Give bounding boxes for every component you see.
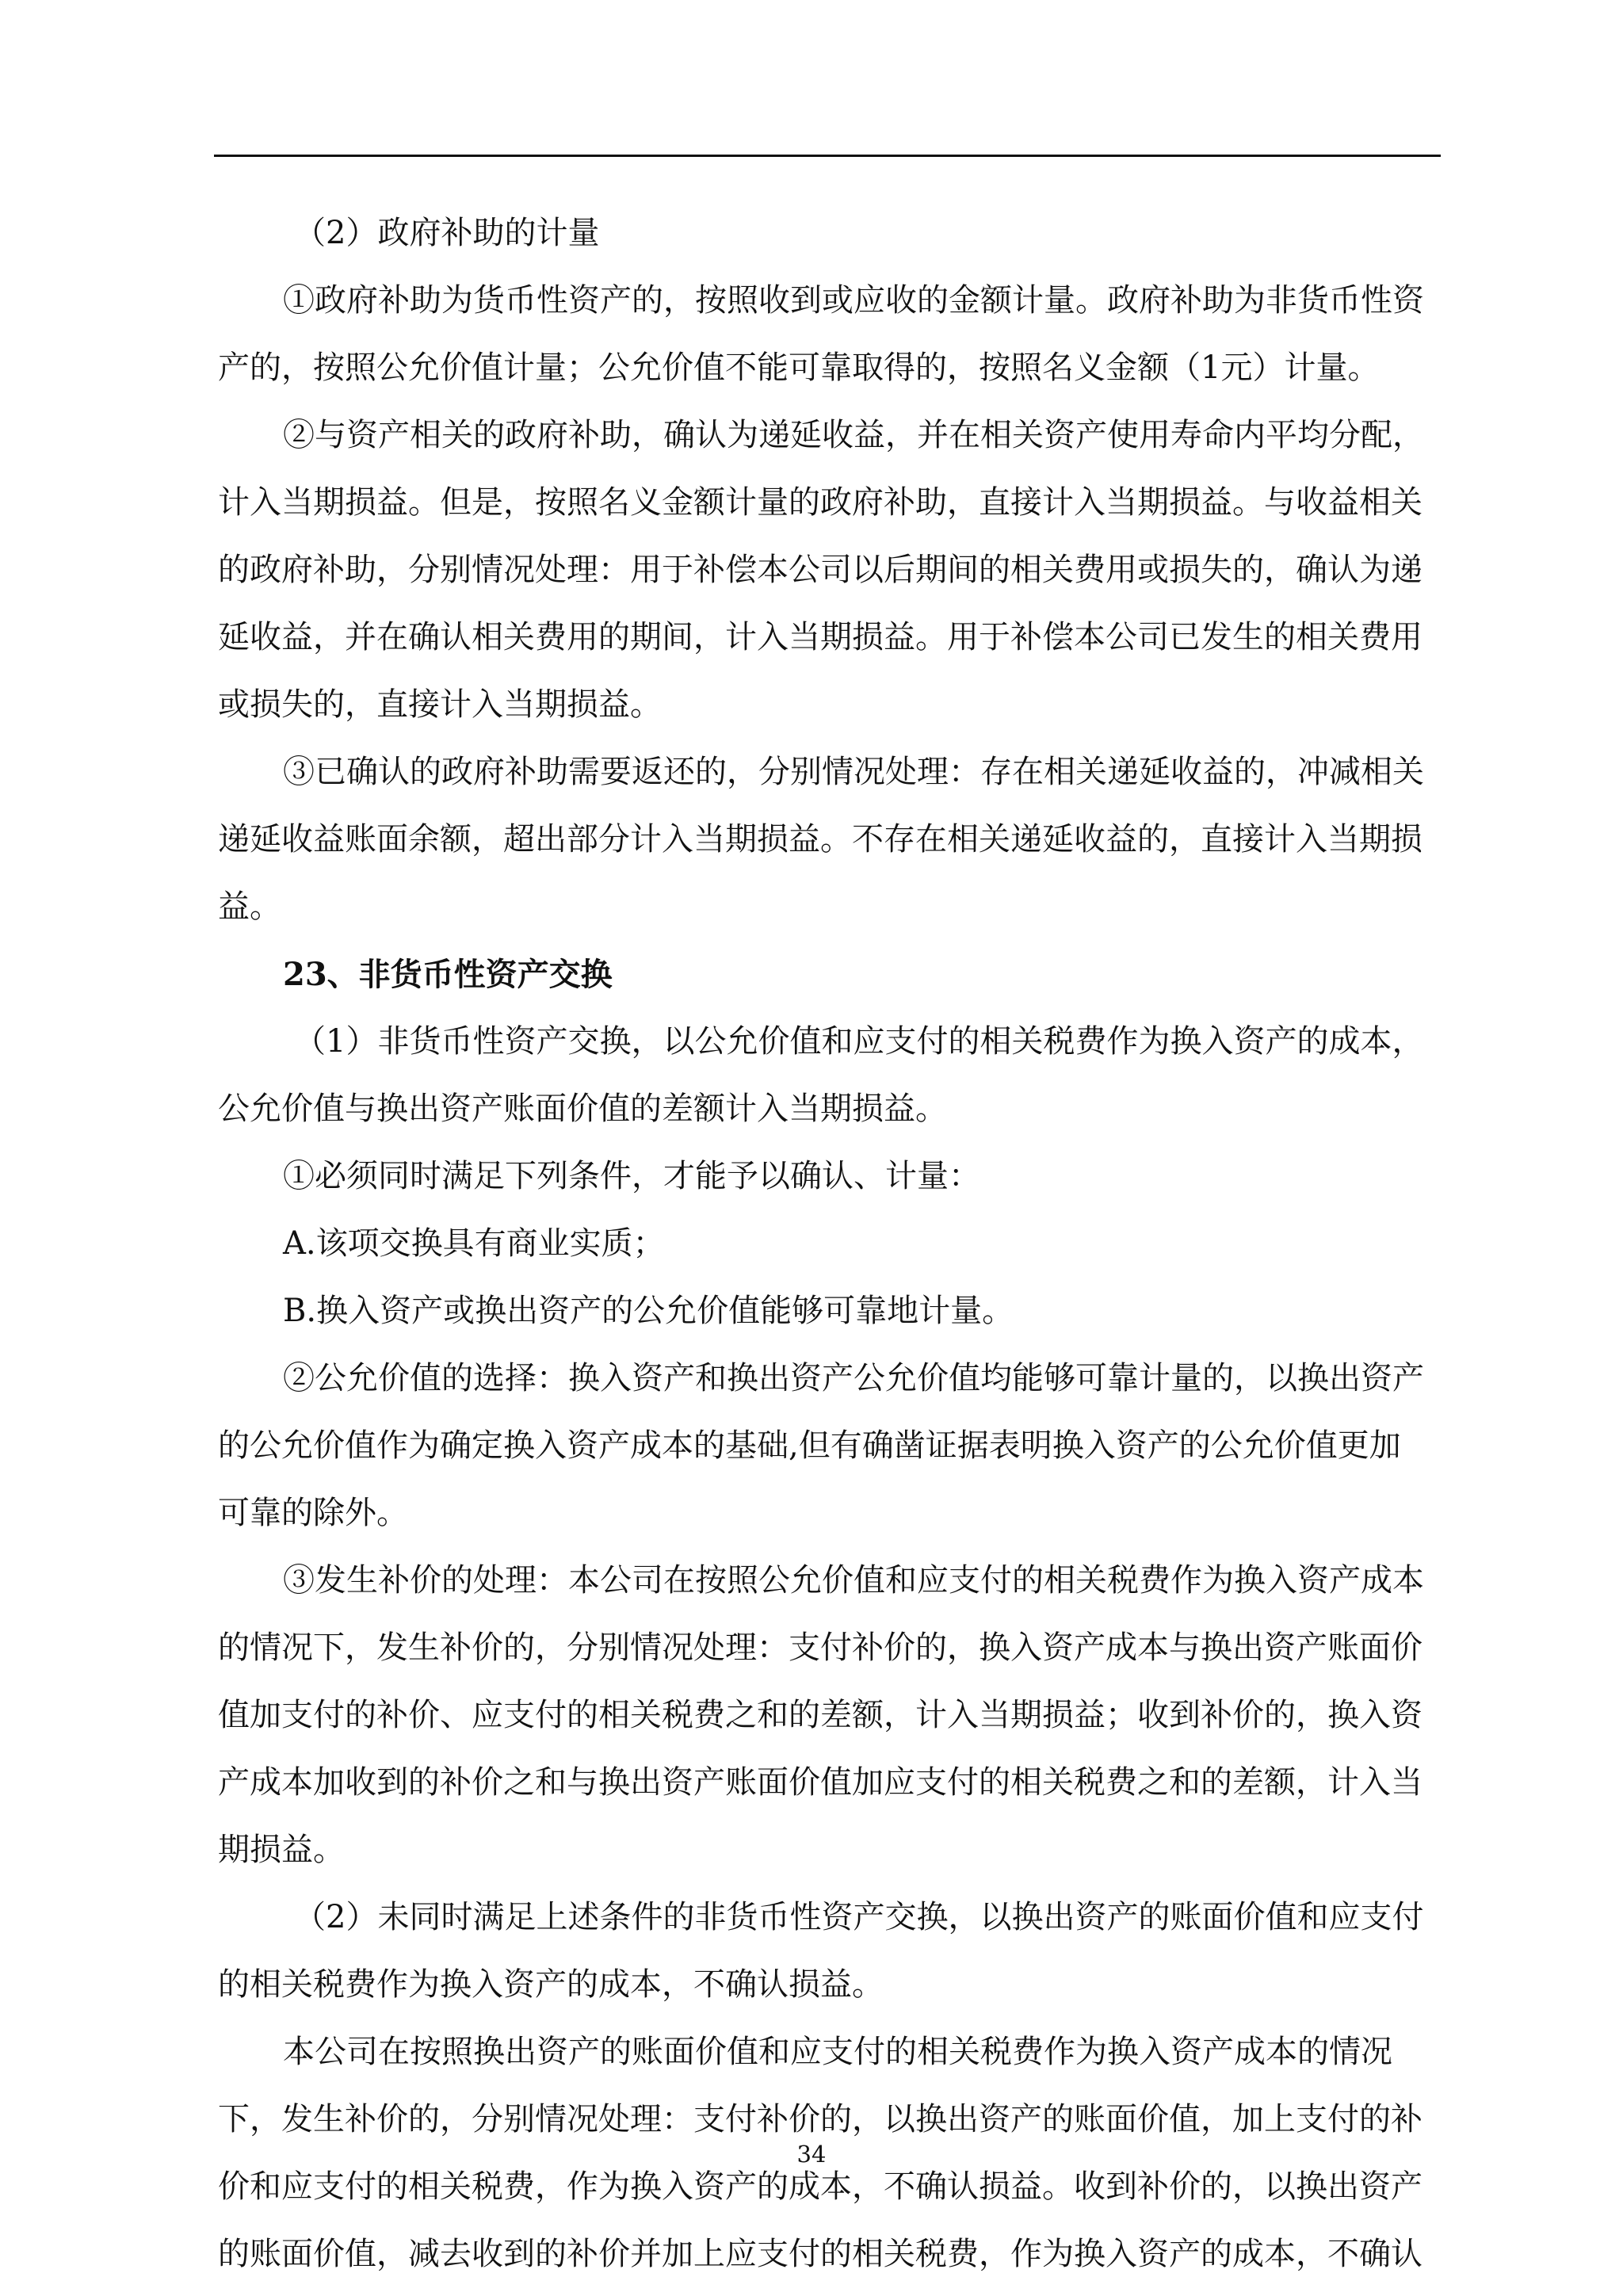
text-line: 产的，按照公允价值计量；公允价值不能可靠取得的，按照名义金额（1元）计量。 <box>218 350 1380 386</box>
text-line: （2）政府补助的计量 <box>294 215 600 251</box>
text-line: 延收益，并在确认相关费用的期间，计入当期损益。用于补偿本公司已发生的相关费用 <box>218 619 1423 655</box>
text-line: ①必须同时满足下列条件，才能予以确认、计量： <box>283 1158 980 1194</box>
text-line: ③发生补价的处理：本公司在按照公允价值和应支付的相关税费作为换入资产成本 <box>283 1562 1424 1599</box>
text-line: 期损益。 <box>218 1832 345 1868</box>
text-line: 益。 <box>218 888 281 925</box>
document-body <box>218 200 1442 2288</box>
header-rule <box>214 155 1441 157</box>
text-line: ②公允价值的选择：换入资产和换出资产公允价值均能够可靠计量的，以换出资产 <box>283 1360 1424 1396</box>
text-line: 值加支付的补价、应支付的相关税费之和的差额，计入当期损益；收到补价的，换入资 <box>218 1697 1423 1733</box>
text-line: ①政府补助为货币性资产的，按照收到或应收的金额计量。政府补助为非货币性资 <box>283 282 1424 319</box>
text-line: 价和应支付的相关税费，作为换入资产的成本，不确认损益。收到补价的，以换出资产 <box>218 2168 1423 2205</box>
text-line: ②与资产相关的政府补助，确认为递延收益，并在相关资产使用寿命内平均分配， <box>283 417 1424 453</box>
page-number: 34 <box>796 2141 827 2168</box>
text-line: （2）未同时满足上述条件的非货币性资产交换，以换出资产的账面价值和应支付 <box>294 1899 1424 1935</box>
text-line: （1）非货币性资产交换，以公允价值和应支付的相关税费作为换入资产的成本， <box>294 1023 1424 1060</box>
text-line: 产成本加收到的补价之和与换出资产账面价值加应支付的相关税费之和的差额，计入当 <box>218 1764 1423 1801</box>
text-line: B.换入资产或换出资产的公允价值能够可靠地计量。 <box>283 1293 1014 1329</box>
text-line: 的情况下，发生补价的，分别情况处理：支付补价的，换入资产成本与换出资产账面价 <box>218 1629 1423 1666</box>
text-line: 或损失的，直接计入当期损益。 <box>218 686 662 723</box>
text-line: 的政府补助，分别情况处理：用于补偿本公司以后期间的相关费用或损失的，确认为递 <box>218 552 1423 588</box>
text-line: 本公司在按照换出资产的账面价值和应支付的相关税费作为换入资产成本的情况 <box>283 2034 1392 2070</box>
text-line: 的账面价值，减去收到的补价并加上应支付的相关税费，作为换入资产的成本，不确认 <box>218 2236 1423 2272</box>
text-line: ③已确认的政府补助需要返还的，分别情况处理：存在相关递延收益的，冲减相关 <box>283 754 1424 790</box>
text-line: 的相关税费作为换入资产的成本，不确认损益。 <box>218 1966 884 2003</box>
text-line: 可靠的除外。 <box>218 1495 408 1531</box>
text-line: A.该项交换具有商业实质； <box>283 1225 665 1262</box>
text-line: 递延收益账面余额，超出部分计入当期损益。不存在相关递延收益的，直接计入当期损 <box>218 821 1423 858</box>
text-line: 公允价值与换出资产账面价值的差额计入当期损益。 <box>218 1091 947 1127</box>
section-heading: 23、非货币性资产交换 <box>283 956 613 993</box>
text-line: 计入当期损益。但是，按照名义金额计量的政府补助，直接计入当期损益。与收益相关 <box>218 484 1423 521</box>
text-line: 的公允价值作为确定换入资产成本的基础,但有确凿证据表明换入资产的公允价值更加 <box>218 1427 1401 1464</box>
text-line: 下，发生补价的，分别情况处理：支付补价的，以换出资产的账面价值，加上支付的补 <box>218 2101 1423 2137</box>
